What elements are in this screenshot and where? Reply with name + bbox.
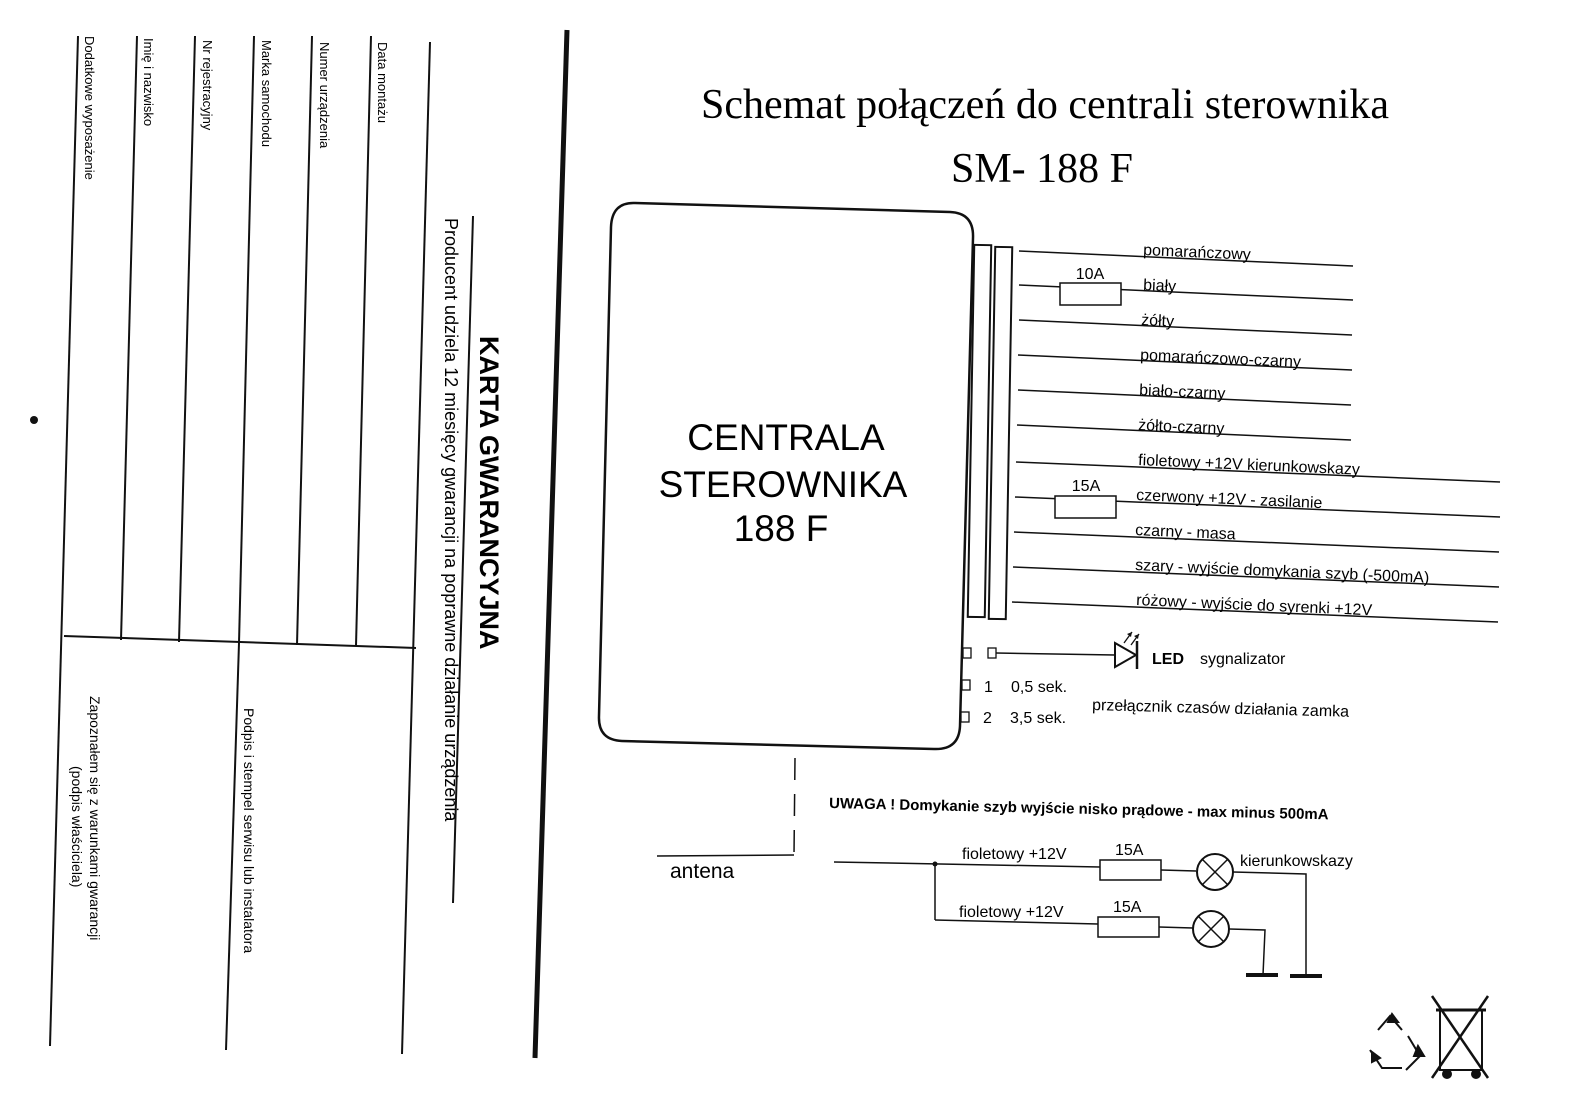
weee-bin-icon (1432, 996, 1488, 1078)
wire-label-orange: pomarańczowy (1142, 242, 1252, 264)
turn-fuse-2 (1098, 917, 1159, 937)
field-line-5 (121, 36, 137, 640)
antenna-lead (657, 855, 794, 856)
central-unit-line-1: CENTRALA (687, 417, 885, 458)
owner-ack-sub-label: (podpis właściciela) (69, 766, 85, 888)
wire-label-yellow: żółty (1140, 312, 1175, 331)
switch-pin-1 (962, 680, 970, 690)
field-line-2 (297, 36, 312, 645)
switch-label: przełącznik czasów działania zamka (1091, 697, 1350, 721)
connector-strip-2 (989, 247, 1012, 619)
fuse-white-wire (1060, 283, 1121, 305)
turn-fuse-1 (1100, 860, 1161, 880)
turn-wire-2-label: fioletowy +12V (959, 904, 1064, 921)
service-signature-label: Podpis i stempel serwisu lub instalatora (241, 708, 257, 954)
warranty-title: KARTA GWARANCYJNA (474, 336, 504, 650)
scan-speck (30, 416, 38, 424)
switch-pin-2-number: 2 (983, 710, 992, 727)
wire-label-red: czerwony +12V - zasilanie (1135, 487, 1323, 513)
title-line-2: SM- 188 F (950, 146, 1134, 192)
switch-pin-1-time: 0,5 sek. (1011, 679, 1068, 696)
signature-separator (226, 643, 239, 1050)
fuse-white-label: 10A (1075, 266, 1105, 283)
turn-lamp-label: kierunkowskazy (1240, 853, 1353, 870)
wire-label-black: czarny - masa (1134, 522, 1236, 544)
central-unit (599, 203, 973, 749)
led-diode-icon (1115, 643, 1136, 667)
fuse-red-wire (1055, 496, 1116, 518)
led-label: LED (1152, 651, 1184, 668)
field-line-3 (239, 36, 254, 643)
field-label-extra-equipment: Dodatkowe wyposażenie (82, 36, 97, 180)
wire-label-white: biały (1142, 277, 1177, 296)
switch-pin-1-number: 1 (984, 679, 993, 696)
antenna-label: antena (670, 860, 735, 883)
switch-pin-2-time: 3,5 sek. (1010, 710, 1067, 727)
led-signal-text: sygnalizator (1200, 651, 1286, 668)
led-wire (996, 653, 1115, 655)
led-pin-1 (963, 648, 971, 658)
field-line-4 (179, 36, 195, 642)
turn-ground-wire-2 (1229, 929, 1265, 975)
warranty-card (30, 30, 567, 1058)
field-label-device-number: Numer urządzenia (317, 42, 332, 149)
turn-signal-labels (959, 842, 1353, 921)
field-line-0 (402, 42, 430, 1054)
led-and-switch (961, 632, 1349, 727)
fuse-red-label: 15A (1071, 478, 1101, 495)
wire-labels (1135, 242, 1430, 619)
turn-wire-1-label: fioletowy +12V (962, 846, 1067, 863)
owner-ack-label: Zapoznałem się z warunkami gwarancji (87, 696, 103, 941)
turn-junction-dot (933, 862, 938, 867)
recycling-icon (1370, 1014, 1424, 1070)
card-divider-line (535, 30, 567, 1058)
turn-ground-wire-1 (1233, 872, 1306, 975)
wire-label-pink: różowy - wyjście do syrenki +12V (1135, 592, 1373, 620)
field-label-registration: Nr rejestracyjny (200, 40, 215, 131)
field-label-date: Data montażu (375, 42, 390, 123)
turn-wire-2b (1159, 927, 1193, 928)
switch-pin-2 (961, 712, 969, 722)
wire-label-white-black: biało-czarny (1138, 382, 1226, 403)
wire-label-orange-black: pomarańczowo-czarny (1139, 347, 1302, 372)
wire-line-black (1014, 532, 1499, 552)
diagram-title (701, 82, 1389, 192)
field-label-car-brand: Marka samochodu (259, 40, 274, 147)
wire-label-grey: szary - wyjście domykania szyb (-500mA) (1134, 557, 1430, 587)
antenna (657, 758, 795, 883)
warranty-statement: Producent udziela 12 miesięcy gwarancji na poprawne działanie urządzenia (441, 218, 461, 822)
central-unit-line-2: STEROWNIKA (658, 464, 908, 505)
wire-line-yellow (1019, 320, 1352, 335)
turn-fuse-2-label: 15A (1113, 899, 1142, 916)
wire-label-violet: fioletowy +12V kierunkowskazy (1137, 452, 1361, 479)
central-unit-line-3: 188 F (733, 508, 829, 549)
led-pin-2 (988, 648, 996, 658)
field-label-name: Imię i nazwisko (141, 38, 156, 127)
turn-fuse-1-label: 15A (1115, 842, 1144, 859)
field-line-6 (50, 36, 78, 1046)
wire-label-yellow-black: żółto-czarny (1137, 417, 1225, 438)
turn-wire-1b (1161, 870, 1196, 871)
turn-signal-circuit (834, 854, 1322, 976)
title-line-1: Schemat połączeń do centrali sterownika (700, 82, 1390, 128)
antenna-wire (794, 758, 795, 855)
connector (968, 245, 1012, 619)
field-line-1 (356, 36, 371, 646)
warning-note: UWAGA ! Domykanie szyb wyjście nisko prądowe - max minus 500mA (828, 795, 1329, 824)
